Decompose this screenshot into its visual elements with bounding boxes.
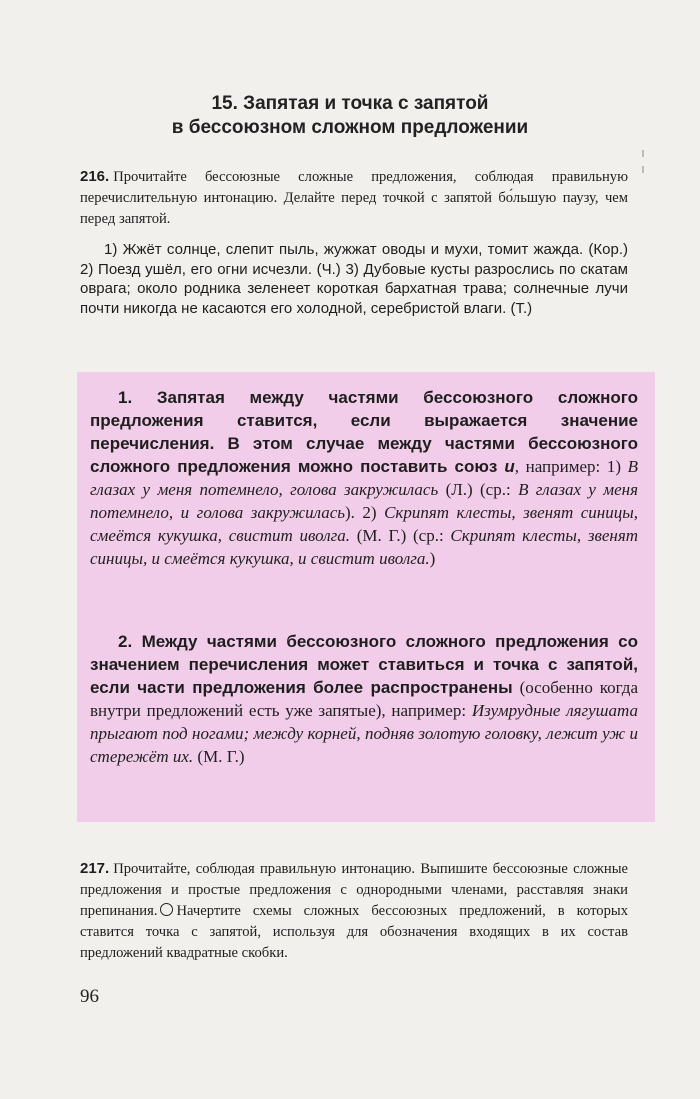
exercise-216-number: 216. (80, 168, 110, 185)
page-number: 96 (80, 986, 99, 1007)
rule-1-end: ) (429, 549, 436, 568)
rule-1-source-1: (Л.) (ср.: (438, 480, 519, 499)
margin-mark (642, 150, 644, 157)
rule-1-example-2: Скрипят клесты, звенят синицы, смеётся кукушка, свистит иволга. (90, 503, 639, 545)
exercise-217-number: 217. (80, 860, 110, 877)
exercise-216-task (80, 166, 628, 230)
exercise-216-sentences: 1) Жжёт солнце, слепит пыль, жужжат оводы и мухи, томит жажда. (Кор.) 2) Поезд ушёл, его огни исчезли. (Ч.) 3) Дубовые кусты разрослись по скатам оврага; около родника зеленеет короткая бархатная трава; солнечные лучи почти никогда не касаются его холодной, серебристой влаги. (Т.) (80, 241, 628, 317)
exercise-216-text: Прочитайте бессоюзные сложные предложения, соблюдая правильную перечислительную интонацию. Делайте перед точкой с запятой бо́льшую паузу, чем перед запятой. (80, 169, 628, 227)
section-title-line1: 15. Запятая и точка с запятой (211, 93, 489, 114)
rule-1-bold: 1. Запятая между частями бессоюзного сложного предложения ставится, если выражается значение перечисления. В этом случае между частями бессоюзного сложного предложения можно поставить союз (90, 388, 638, 476)
exercise-217-text-2: Начертите схемы сложных бессоюзных предложений, в которых ставится точка с запятой, используя для обозначения входящих в их состав предложений квадратные скобки. (80, 903, 628, 961)
rule-1-union: и (504, 457, 515, 476)
exercise-217-task (80, 858, 628, 964)
rule-2-bold: 2. Между частями бессоюзного сложного предложения со значением перечисления может ставиться и точка с запятой, если части предложения более распространены (90, 632, 638, 697)
rule-2-example: Изумрудные лягушата прыгают под ногами; между корней, подняв золотую головку, лежит уж и стережёт их. (90, 701, 639, 766)
rule-1 (90, 386, 638, 570)
exercise-217-text-1: Прочитайте, соблюдая правильную интонацию. Выпишите бессоюзные сложные предложения и простые предложения с однородными членами, расставляя знаки препинания. (80, 861, 628, 919)
rule-2-text: (особенно когда внутри предложений есть уже запятые), например: (90, 678, 639, 720)
circle-icon (160, 903, 173, 916)
section-heading (0, 92, 700, 140)
rule-1-text: , например: 1) (514, 457, 628, 476)
section-title-line2: в бессоюзном сложном предложении (171, 117, 529, 138)
rule-1-example-1: В глазах у меня потемнело, голова закружилась (90, 457, 638, 499)
rule-1-mid: ). 2) (344, 503, 385, 522)
rule-1-source-2: (М. Г.) (ср.: (350, 526, 451, 545)
rule-1-example-2-compare: Скрипят клесты, звенят синицы, и смеётся кукушка, и свистит иволга. (90, 526, 639, 568)
rule-1-example-1-compare: В глазах у меня потемнело, и голова закружилась (90, 480, 638, 522)
margin-mark (642, 166, 644, 173)
rule-2 (90, 630, 638, 768)
rule-2-source: (М. Г.) (193, 747, 245, 766)
